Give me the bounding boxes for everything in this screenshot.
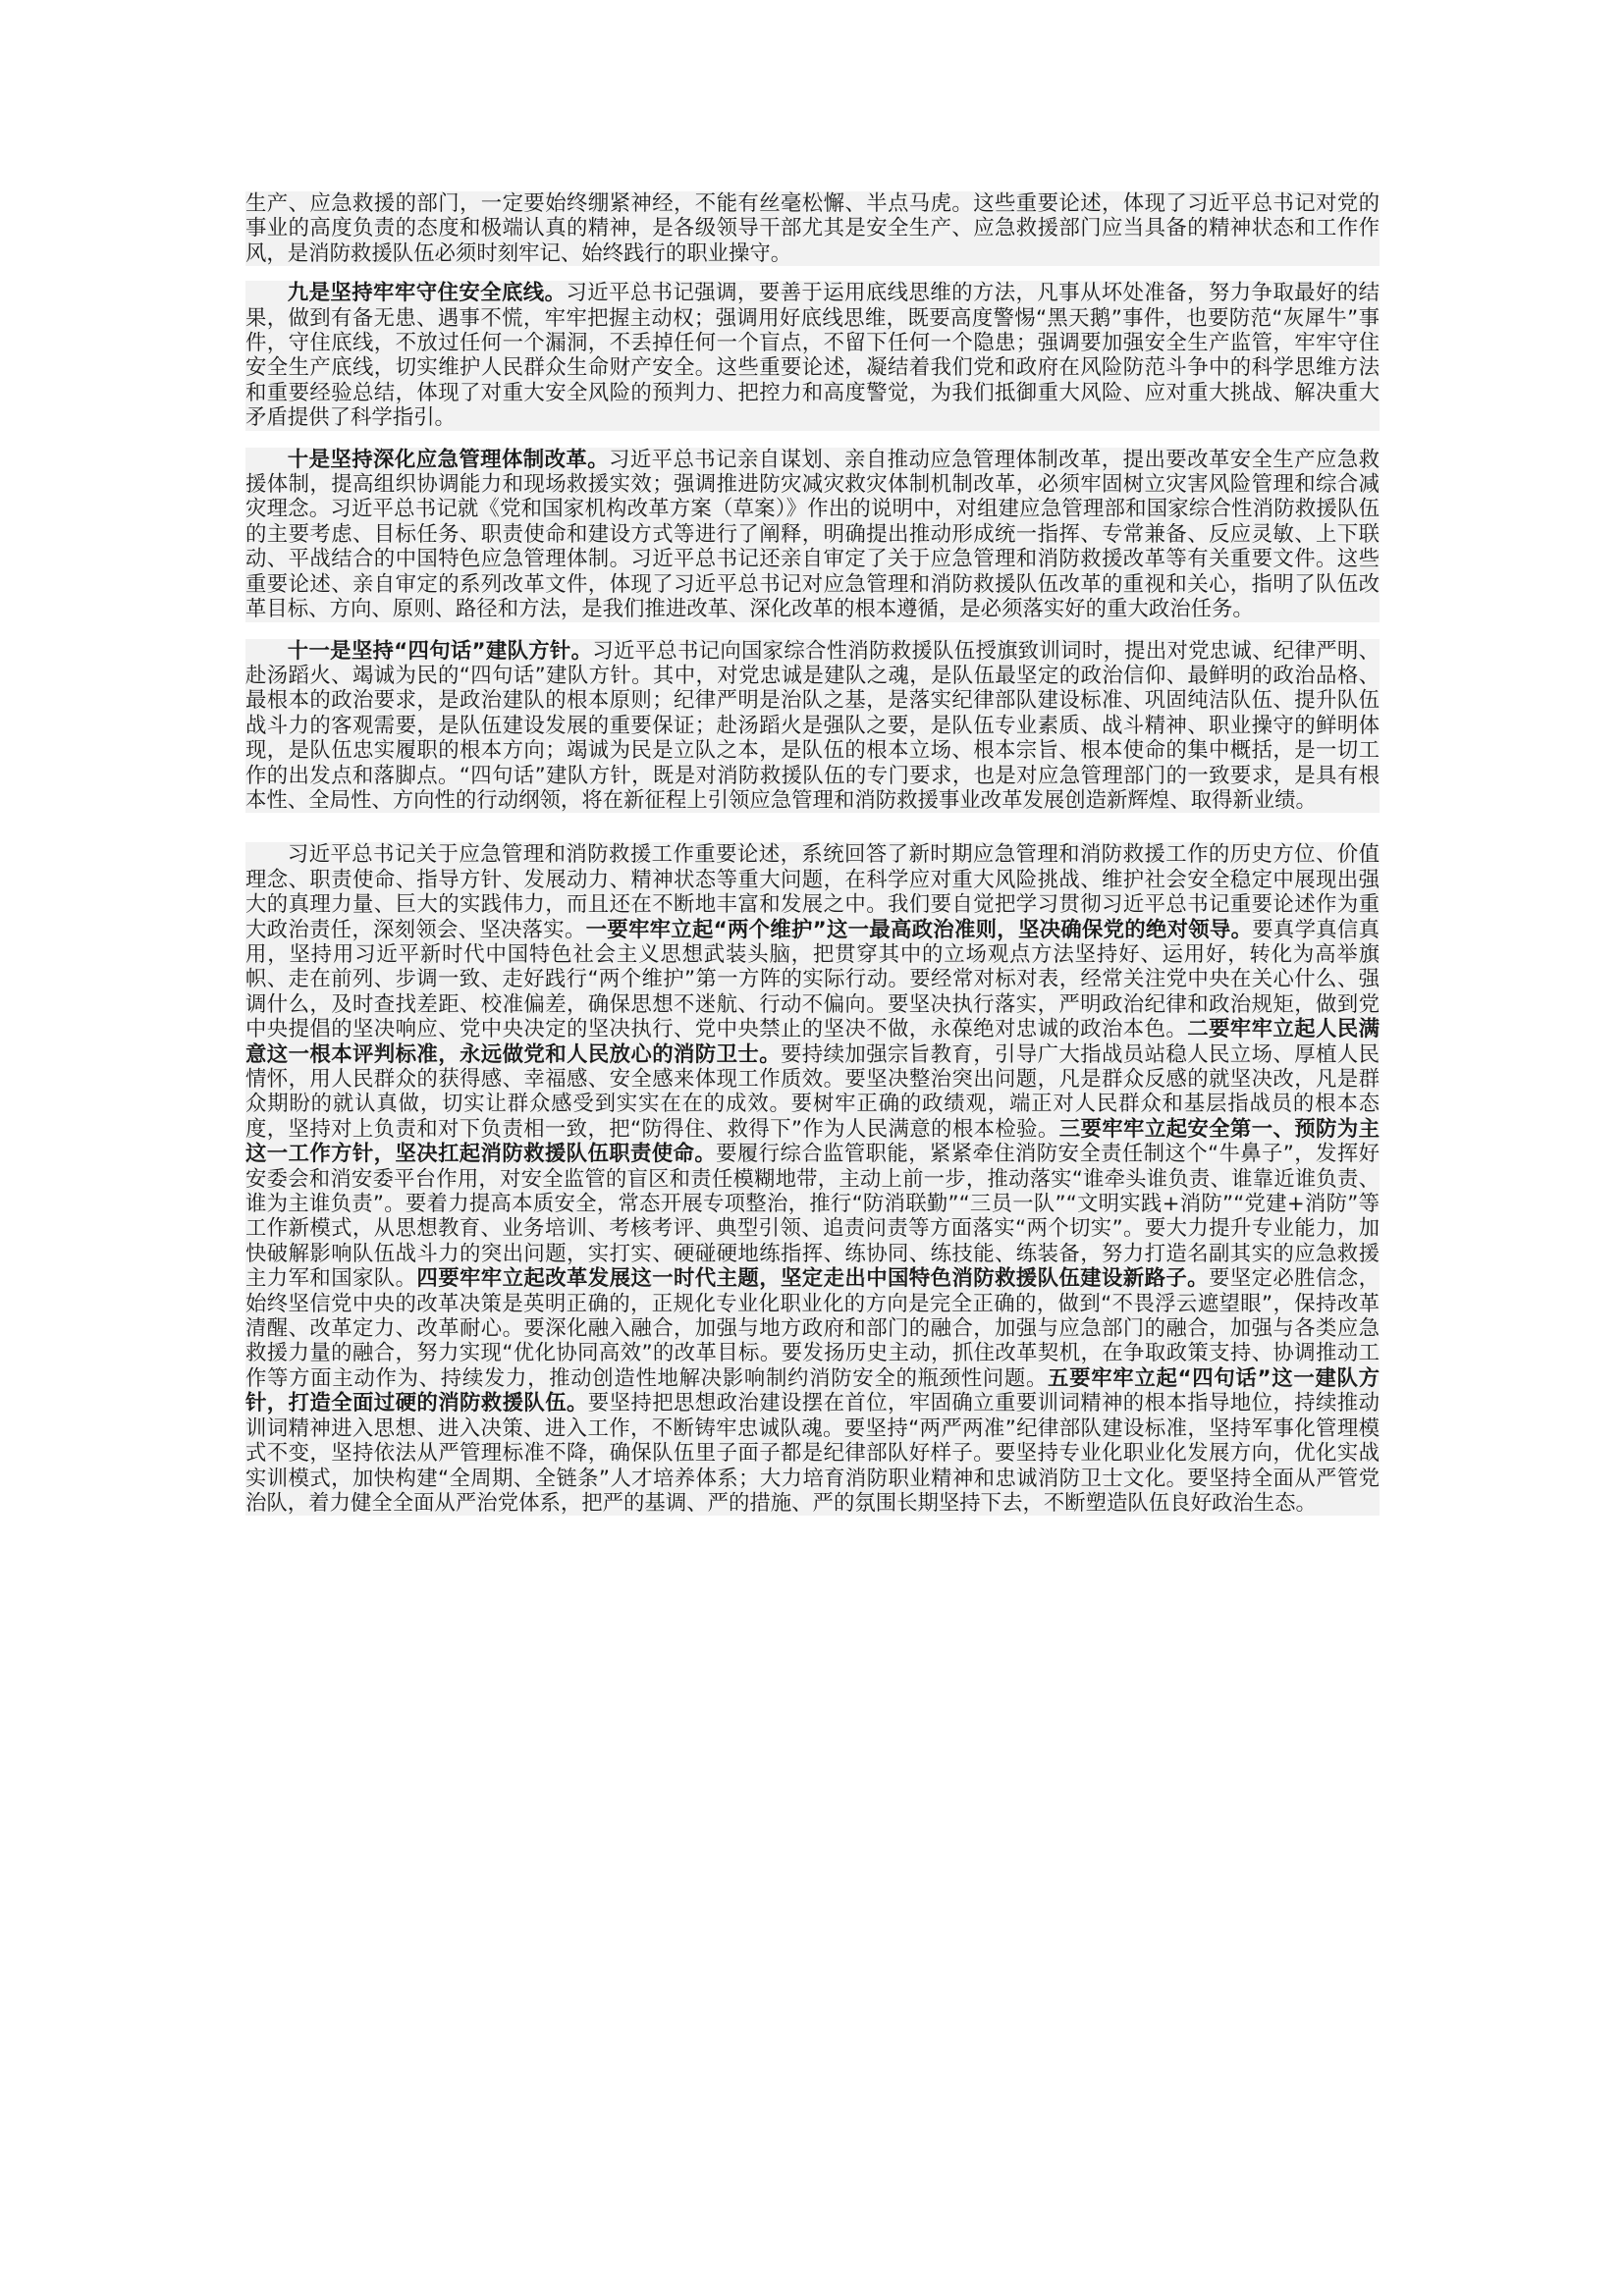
paragraph-point-eleven: [245, 639, 1380, 814]
point-ten-body: 习近平总书记亲自谋划、亲自推动应急管理体制改革，提出要改革安全生产应急救援体制，提高组织协调能力和现场救援实效；强调推进防灾减灾救灾体制机制改革，必须牢固树立灾害风险管理和综合减灾理念。习近平总书记就《党和国家机构改革方案（草案）》作出的说明中，对组建应急管理部和国家综合性消防救援队伍的主要考虑、目标任务、职责使命和建设方式等进行了阐释，明确提出推动形成统一指挥、专常兼备、反应灵敏、上下联动、平战结合的中国特色应急管理体制。习近平总书记还亲自审定了关于应急管理和消防救援改革等有关重要文件。这些重要论述、亲自审定的系列改革文件，体现了习近平总书记对应急管理和消防救援队伍改革的重视和关心，指明了队伍改革目标、方向、原则、路径和方法，是我们推进改革、深化改革的根本遵循，是必须落实好的重大政治任务。: [245, 447, 1380, 622]
requirement-four-heading: 四要牢牢立起改革发展这一时代主题，坚定走出中国特色消防救援队伍建设新路子。: [416, 1266, 1209, 1292]
document-page: [245, 191, 1380, 1532]
paragraph-point-ten: [245, 448, 1380, 622]
requirement-one-body: 要真学真信真用，坚持用习近平新时代中国特色社会主义思想武装头脑，把贯穿其中的立场观点方法坚持好、运用好，转化为高举旗帜、走在前列、步调一致、走好践行“两个维护”第一方阵的实际行动。要经常对标对表，经常关注党中央在关心什么、强调什么，及时查找差距、校准偏差，确保思想不迷航、行动不偏向。要坚决执行落实，严明政治纪律和政治规矩，做到党中央提倡的坚决响应、党中央决定的坚决执行、党中央禁止的坚决不做，永葆绝对忠诚的政治本色。: [245, 917, 1380, 1042]
requirement-four-body: 要坚定必胜信念，始终坚信党中央的改革决策是英明正确的，正规化专业化职业化的方向是完全正确的，做到“不畏浮云遮望眼”，保持改革清醒、改革定力、改革耐心。要深化融入融合，加强与地方政府和部门的融合，加强与应急部门的融合，加强与各类应急救援力量的融合，努力实现“优化协同高效”的改革目标。要发扬历史主动，抓住改革契机，在争取政策支持、协调推动工作等方面主动作为、持续发力，推动创造性地解决影响制约消防安全的瓶颈性问题。: [245, 1266, 1380, 1391]
paragraph-point-nine: [245, 281, 1380, 430]
requirement-two-body: 要持续加强宗旨教育，引导广大指战员站稳人民立场、厚植人民情怀，用人民群众的获得感、幸福感、安全感来体现工作质效。要坚决整治突出问题，凡是群众反感的就坚决改，凡是群众期盼的就认真做，切实让群众感受到实实在在的成效。要树牢正确的政绩观，端正对人民群众和基层指战员的根本态度，坚持对上负责和对下负责相一致，把“防得住、救得下”作为人民满意的根本检验。: [245, 1041, 1380, 1142]
point-eleven-heading: 十一是坚持“四句话”建队方针。: [287, 638, 593, 664]
point-nine-body: 习近平总书记强调，要善于运用底线思维的方法，凡事从坏处准备，努力争取最好的结果，做到有备无患、遇事不慌，牢牢把握主动权；强调用好底线思维，既要高度警惕“黑天鹅”事件，也要防范“灰犀牛”事件，守住底线，不放过任何一个漏洞，不丢掉任何一个盲点，不留下任何一个隐患；强调要加强安全生产监管，牢牢守住安全生产底线，切实维护人民群众生命财产安全。这些重要论述，凝结着我们党和政府在风险防范斗争中的科学思维方法和重要经验总结，体现了对重大安全风险的预判力、把控力和高度警觉，为我们抵御重大风险、应对重大挑战、解决重大矛盾提供了科学指引。: [245, 281, 1380, 431]
requirement-two-heading: 二要牢牢立起人民满意这一根本评判标准，永远做党和人民放心的消防卫士。: [245, 1017, 1380, 1067]
point-eleven-body: 习近平总书记向国家综合性消防救援队伍授旗致训词时，提出对党忠诚、纪律严明、赴汤蹈火、竭诚为民的“四句话”建队方针。其中，对党忠诚是建队之魂，是队伍最坚定的政治信仰、最鲜明的政治品格、最根本的政治要求，是政治建队的根本原则；纪律严明是治队之基，是落实纪律部队建设标准、巩固纯洁队伍、提升队伍战斗力的客观需要，是队伍建设发展的重要保证；赴汤蹈火是强队之要，是队伍专业素质、战斗精神、职业操守的鲜明体现，是队伍忠实履职的根本方向；竭诚为民是立队之本，是队伍的根本立场、根本宗旨、根本使命的集中概括，是一切工作的出发点和落脚点。“四句话”建队方针，既是对消防救援队伍的专门要求，也是对应急管理部门的一致要求，是具有根本性、全局性、方向性的行动纲领，将在新征程上引领应急管理和消防救援事业改革发展创造新辉煌、取得新业绩。: [245, 638, 1380, 813]
paragraph-duty-mindset: 生产、应急救援的部门，一定要始终绷紧神经，不能有丝毫松懈、半点马虎。这些重要论述，体现了习近平总书记对党的事业的高度负责的态度和极端认真的精神，是各级领导干部尤其是安全生产、应急救援部门应当具备的精神状态和工作作风，是消防救援队伍必须时刻牢记、始终践行的职业操守。: [245, 191, 1380, 266]
requirement-one-heading: 一要牢牢立起“两个维护”这一最高政治准则，坚决确保党的绝对领导。: [585, 917, 1253, 942]
requirement-three-body: 要履行综合监管职能，紧紧牵住消防安全责任制这个“牛鼻子”，发挥好安委会和消安委平台作用，对安全监管的盲区和责任模糊地带，主动上前一步，推动落实“谁牵头谁负责、谁靠近谁负责、谁为主谁负责”。要着力提高本质安全，常态开展专项整治，推行“防消联勤”“三员一队”“文明实践+消防”“党建+消防”等工作新模式，从思想教育、业务培训、考核考评、典型引领、追责问责等方面落实“两个切实”。要大力提升专业能力，加快破解影响队伍战斗力的突出问题，实打实、硬碰硬地练指挥、练协同、练技能、练装备，努力打造名副其实的应急救援主力军和国家队。: [245, 1142, 1380, 1292]
point-nine-heading: 九是坚持牢牢守住安全底线。: [287, 281, 567, 306]
requirement-three-heading: 三要牢牢立起安全第一、预防为主这一工作方针，坚决扛起消防救援队伍职责使命。: [245, 1116, 1380, 1167]
requirement-five-body: 要坚持把思想政治建设摆在首位，牢固确立重要训词精神的根本指导地位，持续推动训词精神进入思想、进入决策、进入工作，不断铸牢忠诚队魂。要坚持“两严两准”纪律部队建设标准，坚持军事化管理模式不变，坚持依法从严管理标准不降，确保队伍里子面子都是纪律部队好样子。要坚持专业化职业化发展方向，优化实战实训模式，加快构建“全周期、全链条”人才培养体系；大力培育消防职业精神和忠诚消防卫士文化。要坚持全面从严管党治队，着力健全全面从严治党体系，把严的基调、严的措施、严的氛围长期坚持下去，不断塑造队伍良好政治生态。: [245, 1391, 1380, 1516]
requirements-intro: 习近平总书记关于应急管理和消防救援工作重要论述，系统回答了新时期应急管理和消防救援工作的历史方位、价值理念、职责使命、指导方针、发展动力、精神状态等重大问题，在科学应对重大风险挑战、维护社会安全稳定中展现出强大的真理力量、巨大的实践伟力，而且还在不断地丰富和发展之中。我们要自觉把学习贯彻习近平总书记重要论述作为重大政治责任，深刻领会、坚决落实。: [245, 842, 1380, 942]
point-ten-heading: 十是坚持深化应急管理体制改革。: [287, 447, 610, 472]
requirement-five-heading: 五要牢牢立起“四句话”这一建队方针，打造全面过硬的消防救援队伍。: [245, 1365, 1380, 1416]
paragraph-requirements: [245, 842, 1380, 1516]
